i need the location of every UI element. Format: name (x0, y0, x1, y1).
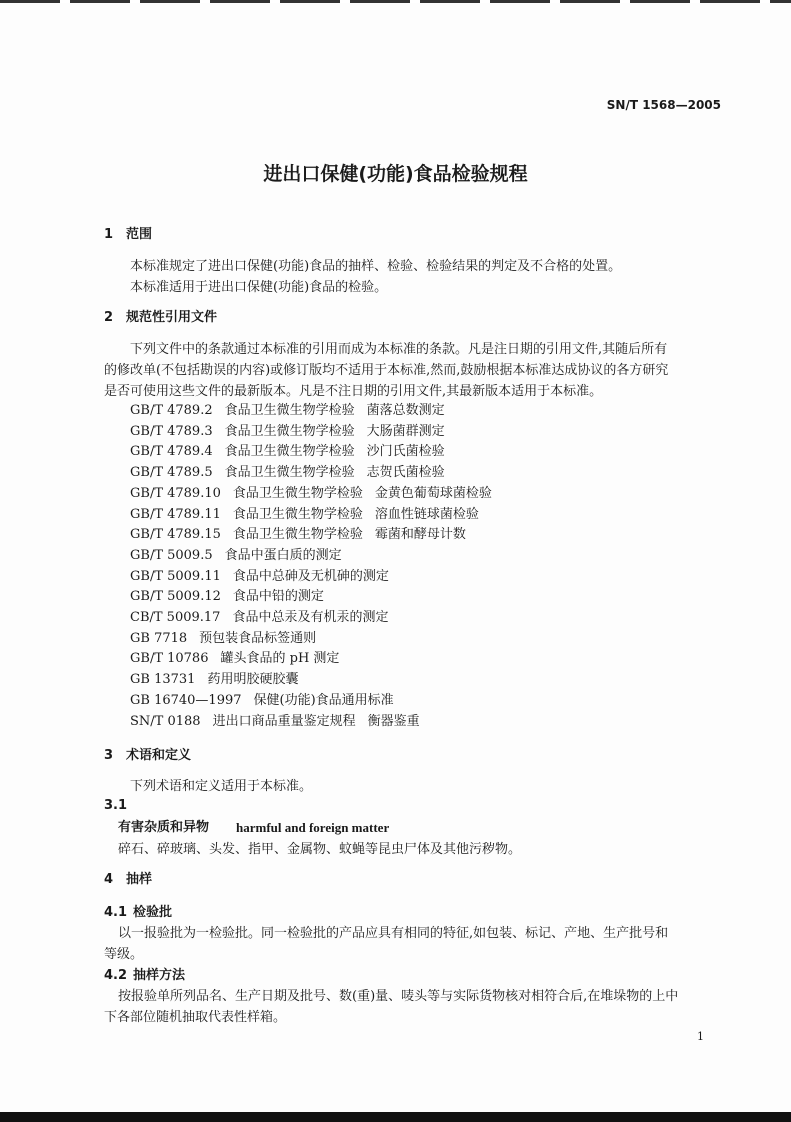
reference-item (130, 507, 491, 523)
reference-item (130, 486, 504, 502)
section-4-number: 4 (104, 872, 114, 887)
reference-item (130, 548, 366, 564)
reference-sub: 菌落总数测定 (366, 403, 445, 418)
reference-item (130, 714, 432, 730)
reference-code: GB 7718 (130, 630, 188, 646)
section-4-heading: 抽样 (126, 872, 153, 887)
paragraph-line: 的修改单(不包括勘误的内容)或修订版均不适用于本标准,然而,鼓励根据本标准达成协议的各方研究 (104, 363, 669, 378)
reference-title: 药用明胶硬胶囊 (207, 672, 299, 688)
reference-item (130, 589, 348, 605)
subsection-number: 4.2 (104, 968, 128, 983)
section-1-number: 1 (104, 227, 114, 242)
page-title: 进出口保健(功能)食品检验规程 (263, 163, 528, 185)
reference-code: GB/T 4789.5 (130, 465, 213, 481)
reference-sub: 霉菌和酵母计数 (374, 527, 466, 543)
paragraph: 下列术语和定义适用于本标准。 (130, 779, 313, 794)
reference-item (130, 403, 457, 419)
subsection-number: 3.1 (104, 798, 128, 813)
reference-code: GB 16740—1997 (130, 692, 242, 708)
reference-title: 食品中总砷及无机砷的测定 (232, 568, 389, 584)
scan-edge-bottom (0, 1112, 791, 1122)
paragraph-line: 等级。 (104, 947, 144, 962)
reference-code: GB/T 5009.12 (130, 589, 221, 605)
reference-sub: 大肠菌群测定 (366, 423, 445, 439)
reference-title: 食品卫生微生物学检验 (224, 423, 355, 439)
reference-code: GB/T 5009.5 (130, 547, 213, 563)
paragraph-line: 按报验单所列品名、生产日期及批号、数(重)量、唛头等与实际货物核对相符合后,在堆垛物的上中 (118, 989, 679, 1004)
reference-code: CB/T 5009.17 (130, 610, 221, 625)
reference-item (130, 569, 413, 585)
reference-title: 罐头食品的 pH 测定 (220, 651, 340, 667)
reference-sub: 溶血性链球菌检验 (374, 506, 479, 522)
reference-title: 食品卫生微生物学检验 (224, 403, 355, 418)
paragraph-line: 下列文件中的条款通过本标准的引用而成为本标准的条款。凡是注日期的引用文件,其随后所有 (130, 342, 668, 357)
reference-title: 预包装食品标签通则 (199, 630, 317, 646)
reference-item (130, 693, 418, 709)
reference-title: 食品中总汞及有机汞的测定 (232, 610, 389, 625)
reference-title: 保健(功能)食品通用标准 (253, 692, 394, 708)
reference-sub: 志贺氏菌检验 (366, 465, 445, 481)
reference-code: GB/T 4789.10 (130, 485, 221, 501)
section-2-number: 2 (104, 310, 114, 325)
paragraph-line: 以一报验批为一检验批。同一检验批的产品应具有相同的特征,如包装、标记、产地、生产批号和 (118, 926, 669, 941)
paragraph-line: 是否可使用这些文件的最新版本。凡是不注日期的引用文件,其最新版本适用于本标准。 (104, 384, 603, 399)
paragraph-line: 下各部位随机抽取代表性样箱。 (104, 1010, 287, 1025)
reference-code: GB/T 4789.3 (130, 423, 213, 439)
reference-item (130, 672, 322, 688)
reference-code: GB/T 10786 (130, 651, 209, 667)
reference-item (130, 631, 340, 647)
reference-item (130, 424, 457, 440)
paragraph: 本标准适用于进出口保健(功能)食品的检验。 (130, 280, 388, 295)
reference-code: GB 13731 (130, 672, 196, 688)
reference-item (130, 651, 363, 667)
reference-item (130, 444, 457, 460)
section-2-heading: 规范性引用文件 (126, 310, 218, 325)
reference-title: 食品中蛋白质的测定 (224, 547, 342, 563)
reference-title: 食品卫生微生物学检验 (232, 485, 363, 501)
reference-code: GB/T 4789.15 (130, 527, 221, 543)
reference-title: 食品中铅的测定 (232, 589, 324, 605)
term-english: harmful and foreign matter (236, 820, 390, 835)
subsection-heading: 抽样方法 (133, 968, 186, 983)
reference-sub: 沙门氏菌检验 (366, 444, 445, 460)
subsection-heading: 检验批 (133, 905, 173, 920)
reference-title: 食品卫生微生物学检验 (224, 444, 355, 460)
reference-sub: 金黄色葡萄球菌检验 (374, 485, 492, 501)
term-chinese: 有害杂质和异物 (118, 820, 210, 835)
reference-title: 食品卫生微生物学检验 (232, 527, 363, 543)
definition: 碎石、碎玻璃、头发、指甲、金属物、蚊蝇等昆虫尸体及其他污秽物。 (118, 842, 522, 857)
reference-code: GB/T 4789.4 (130, 444, 213, 460)
subsection-number: 4.1 (104, 905, 128, 920)
reference-code: GB/T 4789.2 (130, 403, 213, 418)
reference-code: SN/T 0188 (130, 713, 201, 729)
section-1-heading: 范围 (126, 227, 153, 242)
paragraph: 本标准规定了进出口保健(功能)食品的抽样、检验、检验结果的判定及不合格的处置。 (130, 259, 622, 274)
reference-title: 进出口商品重量鉴定规程 (212, 713, 356, 729)
reference-title: 食品卫生微生物学检验 (232, 506, 363, 522)
reference-item (130, 465, 457, 481)
reference-item (130, 527, 478, 543)
doc-number: SN/T 1568—2005 (606, 98, 721, 112)
reference-title: 食品卫生微生物学检验 (224, 465, 355, 481)
reference-code: GB/T 4789.11 (130, 506, 221, 522)
reference-item (130, 610, 412, 626)
reference-sub: 衡器鉴重 (367, 713, 420, 729)
scan-edge-top (0, 0, 791, 3)
section-3-number: 3 (104, 748, 114, 763)
reference-code: GB/T 5009.11 (130, 568, 221, 584)
section-3-heading: 术语和定义 (126, 748, 192, 763)
page-number: 1 (697, 1030, 704, 1043)
